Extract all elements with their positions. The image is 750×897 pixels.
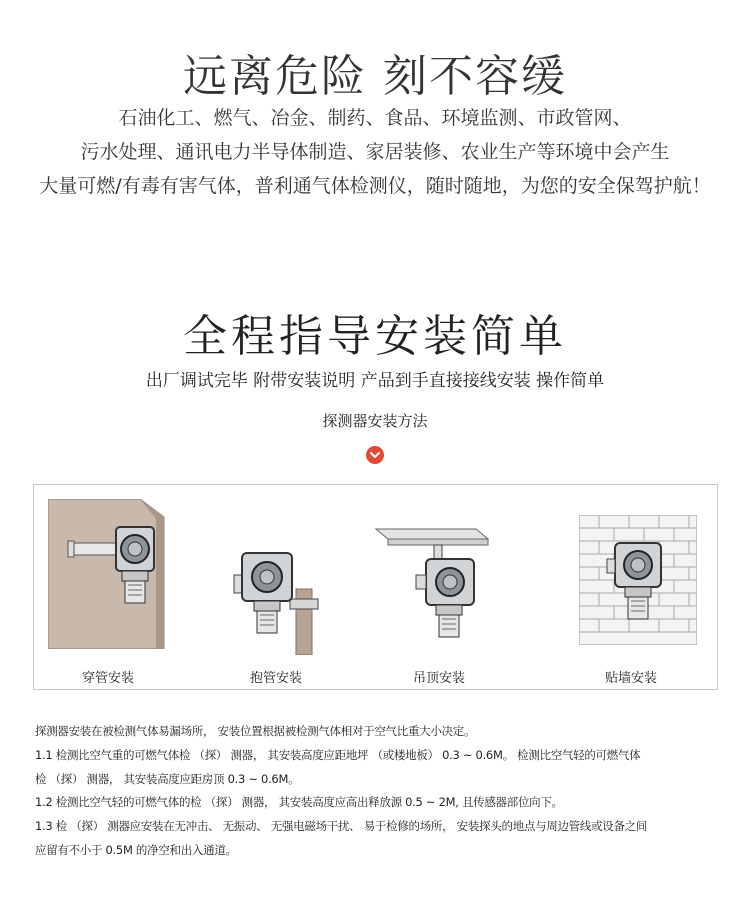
guide-title: 全程指导安装简单 — [183, 311, 567, 362]
note-line-4: 1.2 检测比空气轻的可燃气体的检 （探） 测器， 其安装高度应高出释放源 0.5 ~ 2M, 且传感器部位向下。 — [35, 795, 563, 809]
install-label-pipe-through: 穿管安装 — [81, 671, 135, 686]
pipe-through-mount-icon — [48, 499, 168, 649]
note-line-6: 应留有不小于 0.5M 的净空和出入通道。 — [35, 843, 237, 857]
hero-line-2: 污水处理、通讯电力半导体制造、家居装修、农业生产等环境中会产生 — [80, 141, 670, 163]
note-line-3: 检 （探） 测器， 其安装高度应距房顶 0.3 ~ 0.6M。 — [35, 772, 300, 786]
guide-subtitle: 出厂调试完毕 附带安装说明 产品到手直接接线安装 操作简单 — [145, 371, 605, 391]
hero-title: 远离危险 刻不容缓 — [183, 51, 567, 102]
note-line-2: 1.1 检测比空气重的可燃气体检 （探） 测器， 其安装高度应距地坪 （或楼地板） 0.3 ~ 0.6M。 检测比空气轻的可燃气体 — [35, 748, 641, 762]
install-label-ceiling: 吊顶安装 — [412, 671, 466, 686]
chevron-down-glyph — [366, 446, 384, 464]
method-title: 探测器安装方法 — [322, 412, 428, 430]
install-methods-panel — [33, 484, 718, 690]
note-line-5: 1.3 检 （探） 测器应安装在无冲击、 无振动、 无强电磁场干扰、 易于检修的场所， 安装探头的地点与周边管线或设备之间 — [35, 819, 648, 833]
note-line-1: 探测器安装在被检测气体易漏场所， 安装位置根据被检测气体相对于空气比重大小决定。 — [35, 724, 476, 738]
install-label-wall: 贴墙安装 — [604, 671, 658, 686]
chevron-down-circle-icon — [366, 446, 384, 464]
install-label-pipe-clamp: 抱管安装 — [249, 671, 303, 686]
pipe-clamp-mount-icon — [224, 545, 334, 655]
hero-line-1: 石油化工、燃气、冶金、制药、食品、环境监测、市政管网、 — [118, 107, 632, 129]
ceiling-mount-icon — [372, 525, 492, 645]
wall-mount-icon — [579, 515, 697, 645]
hero-line-3: 大量可燃/有毒有害气体，普利通气体检测仪，随时随地，为您的安全保驾护航！ — [39, 175, 711, 197]
